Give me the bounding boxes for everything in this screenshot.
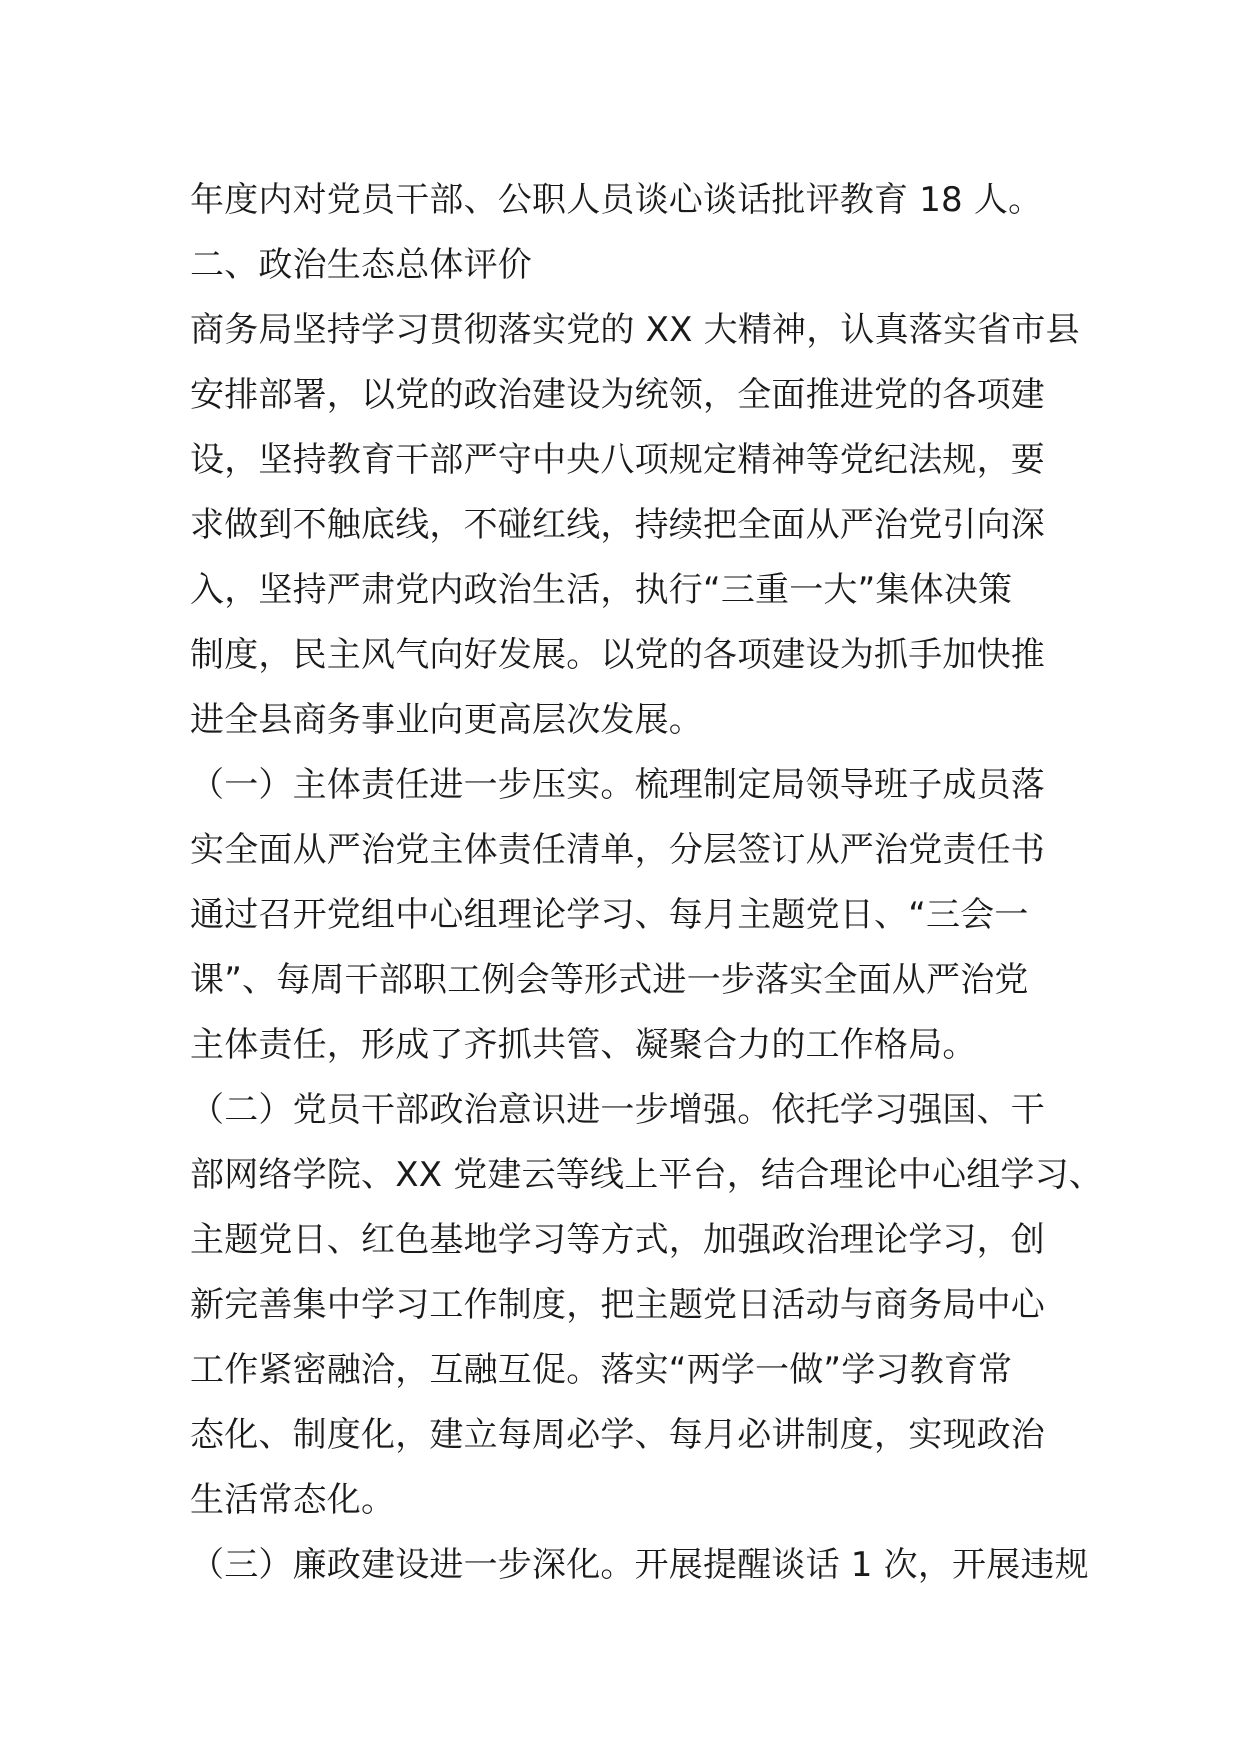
text-line-continuation: 年度内对党员干部、公职人员谈心谈话批评教育 18 人。 (190, 180, 1043, 220)
subsection-1-line: （一）主体责任进一步压实。梳理制定局领导班子成员落 (190, 765, 1045, 805)
paragraph-line: 态化、制度化，建立每周必学、每月必讲制度，实现政治 (190, 1415, 1045, 1455)
paragraph-line: 入，坚持严肃党内政治生活，执行“三重一大”集体决策 (190, 570, 1013, 610)
paragraph-line: 商务局坚持学习贯彻落实党的 XX 大精神，认真落实省市县 (190, 310, 1080, 350)
document-body (190, 168, 1103, 1598)
paragraph-line: 进全县商务事业向更高层次发展。 (190, 700, 703, 740)
paragraph-line: 工作紧密融洽，互融互促。落实“两学一做”学习教育常 (190, 1350, 1013, 1390)
paragraph-line: 主体责任，形成了齐抓共管、凝聚合力的工作格局。 (190, 1025, 977, 1065)
paragraph-line: 部网络学院、XX 党建云等线上平台，结合理论中心组学习、 (190, 1155, 1103, 1195)
section-heading-2: 二、政治生态总体评价 (190, 245, 532, 285)
paragraph-line: 通过召开党组中心组理论学习、每月主题党日、“三会一 (190, 895, 1029, 935)
paragraph-line: 新完善集中学习工作制度，把主题党日活动与商务局中心 (190, 1285, 1045, 1325)
paragraph-line: 生活常态化。 (190, 1480, 396, 1520)
subsection-3-line: （三）廉政建设进一步深化。开展提醒谈话 1 次，开展违规 (190, 1545, 1089, 1585)
paragraph-line: 制度，民主风气向好发展。以党的各项建设为抓手加快推 (190, 635, 1045, 675)
paragraph-line: 课”、每周干部职工例会等形式进一步落实全面从严治党 (190, 960, 1029, 1000)
paragraph-line: 求做到不触底线，不碰红线，持续把全面从严治党引向深 (190, 505, 1045, 545)
paragraph-line: 主题党日、红色基地学习等方式，加强政治理论学习，创 (190, 1220, 1045, 1260)
paragraph-line: 设，坚持教育干部严守中央八项规定精神等党纪法规，要 (190, 440, 1045, 480)
subsection-2-line: （二）党员干部政治意识进一步增强。依托学习强国、干 (190, 1090, 1045, 1130)
paragraph-line: 安排部署，以党的政治建设为统领，全面推进党的各项建 (190, 375, 1045, 415)
paragraph-line: 实全面从严治党主体责任清单，分层签订从严治党责任书 (190, 830, 1045, 870)
